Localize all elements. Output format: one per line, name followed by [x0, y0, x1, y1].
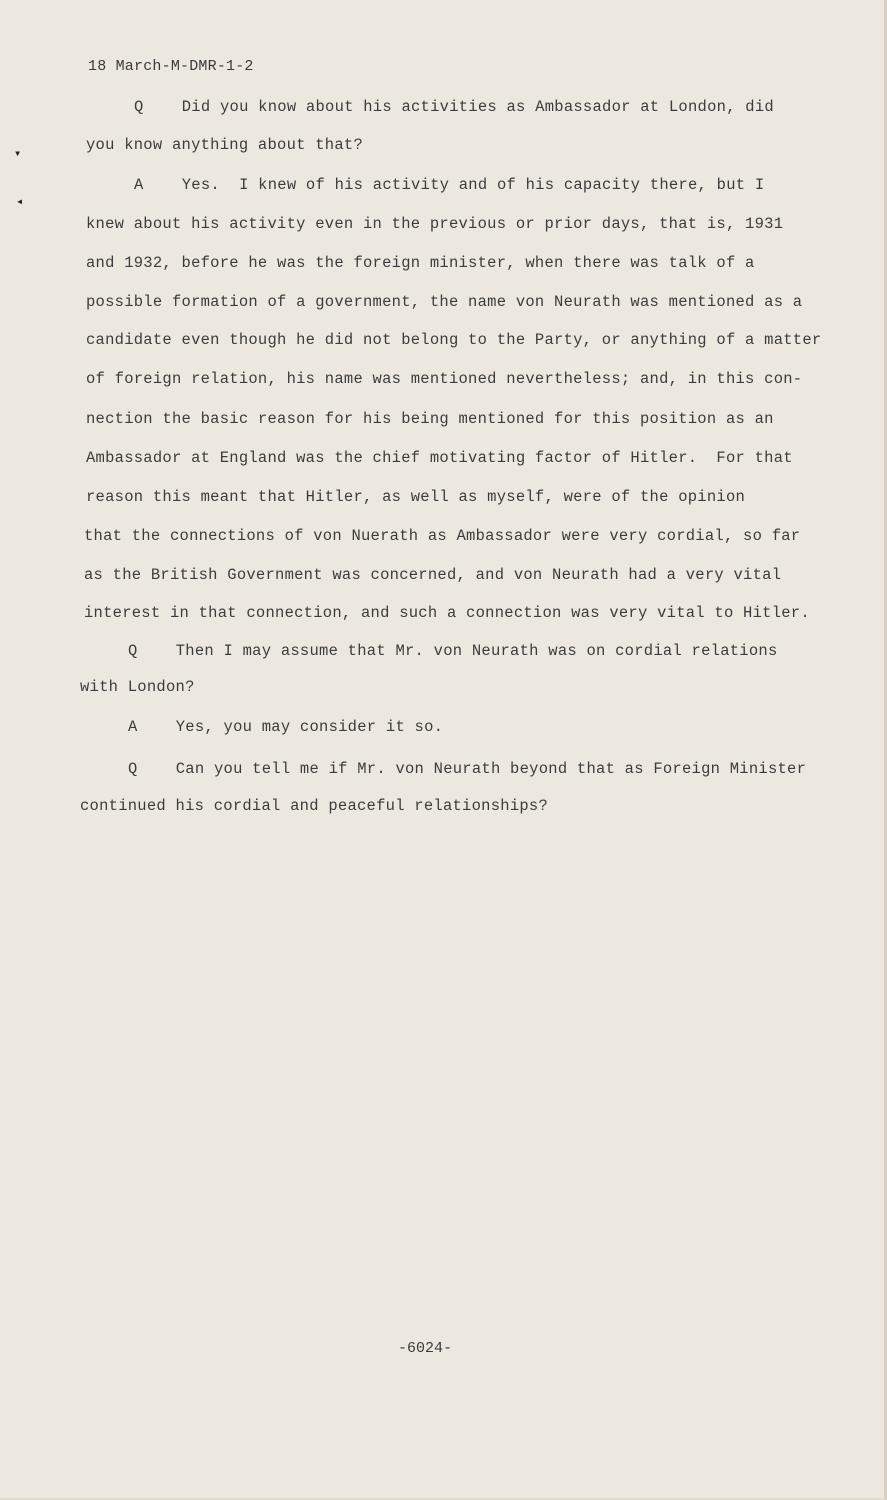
text-line: of foreign relation, his name was mentioned nevertheless; and, in this con-: [86, 370, 803, 388]
margin-mark: ▾: [14, 147, 22, 161]
text-line: interest in that connection, and such a connection was very vital to Hitler.: [84, 604, 810, 622]
text-line: Ambassador at England was the chief motivating factor of Hitler. For that: [86, 449, 793, 467]
text-line: A Yes. I knew of his activity and of his capacity there, but I: [134, 176, 765, 194]
margin-mark: ◂: [16, 195, 24, 209]
text-line: that the connections of von Nuerath as Ambassador were very cordial, so far: [84, 527, 801, 545]
text-line: A Yes, you may consider it so.: [128, 718, 444, 736]
text-line: as the British Government was concerned, and von Neurath had a very vital: [84, 566, 782, 584]
text-line: continued his cordial and peaceful relationships?: [80, 797, 549, 815]
text-line: possible formation of a government, the name von Neurath was mentioned as a: [86, 293, 803, 311]
text-line: with London?: [80, 678, 195, 696]
text-line: nection the basic reason for his being mentioned for this position as an: [86, 410, 774, 428]
text-line: and 1932, before he was the foreign minister, when there was talk of a: [86, 254, 755, 272]
text-line: knew about his activity even in the previous or prior days, that is, 1931: [86, 215, 784, 233]
text-line: reason this meant that Hitler, as well as myself, were of the opinion: [86, 488, 746, 506]
text-line: Q Can you tell me if Mr. von Neurath beyond that as Foreign Minister: [128, 760, 807, 778]
text-line: Q Did you know about his activities as Ambassador at London, did: [134, 98, 774, 116]
text-line: you know anything about that?: [86, 136, 363, 154]
page-number: -6024-: [398, 1340, 453, 1357]
document-header: 18 March-M-DMR-1-2: [88, 58, 254, 75]
text-line: Q Then I may assume that Mr. von Neurath was on cordial relations: [128, 642, 778, 660]
text-line: candidate even though he did not belong to the Party, or anything of a matter: [86, 331, 822, 349]
